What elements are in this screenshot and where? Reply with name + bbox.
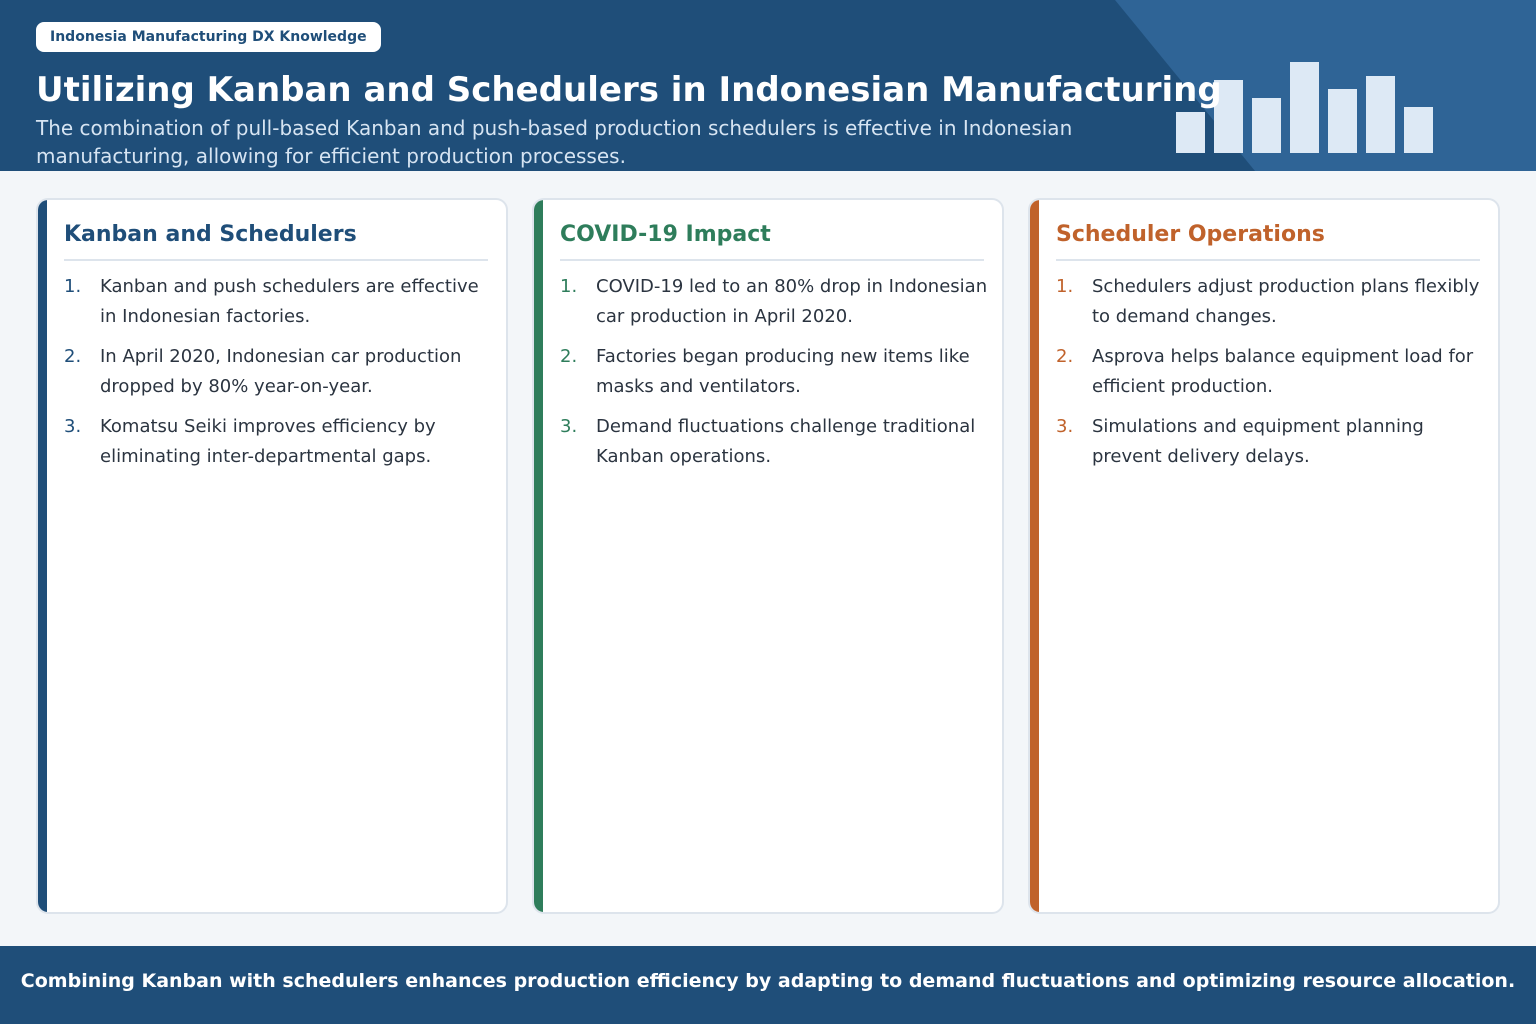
decor-bar xyxy=(1404,107,1433,153)
card-scheduler-operations xyxy=(1028,198,1500,914)
card-title: Kanban and Schedulers xyxy=(64,222,357,247)
list-text: Schedulers adjust production plans flexibly to demand changes. xyxy=(1092,276,1480,327)
card-grid xyxy=(36,198,1500,914)
list-text: Komatsu Seiki improves efficiency by eliminating inter-departmental gaps. xyxy=(100,416,436,467)
list-number: 1. xyxy=(64,276,82,297)
card-list xyxy=(64,272,492,482)
list-text: Kanban and push schedulers are effective in Indonesian factories. xyxy=(100,276,479,327)
list-text: In April 2020, Indonesian car production dropped by 80% year-on-year. xyxy=(100,346,462,397)
list-text: Factories began producing new items like masks and ventilators. xyxy=(596,346,970,397)
list-number: 1. xyxy=(1056,276,1074,297)
page-subtitle: The combination of pull-based Kanban and push-based production schedulers is effective in Indonesian manufacturing, allowing for efficient production processes. xyxy=(36,116,1073,168)
decor-bar xyxy=(1328,89,1357,153)
card-divider xyxy=(560,259,984,261)
decor-bar xyxy=(1290,62,1319,153)
header-banner xyxy=(0,0,1536,171)
card-accent-bar xyxy=(534,200,543,912)
list-number: 2. xyxy=(1056,346,1074,367)
decor-bar xyxy=(1366,76,1395,153)
list-item xyxy=(64,342,492,402)
list-text: Demand fluctuations challenge traditional Kanban operations. xyxy=(596,416,976,467)
list-text: Asprova helps balance equipment load for efficient production. xyxy=(1092,346,1474,397)
list-number: 2. xyxy=(560,346,578,367)
list-number: 1. xyxy=(560,276,578,297)
list-item xyxy=(560,342,988,402)
footer-summary: Combining Kanban with schedulers enhances production efficiency by adapting to demand fluctuations and optimizing resource allocation. xyxy=(20,970,1516,992)
card-covid-19-impact xyxy=(532,198,1004,914)
list-number: 3. xyxy=(1056,416,1074,437)
list-text: Simulations and equipment planning prevent delivery delays. xyxy=(1092,416,1424,467)
list-item xyxy=(1056,412,1484,472)
list-item xyxy=(1056,272,1484,332)
category-badge: Indonesia Manufacturing DX Knowledge xyxy=(36,22,381,52)
footer-banner xyxy=(0,946,1536,1024)
list-item xyxy=(560,272,988,332)
card-divider xyxy=(1056,259,1480,261)
card-kanban-and-schedulers xyxy=(36,198,508,914)
list-item xyxy=(64,272,492,332)
card-list xyxy=(1056,272,1484,482)
decor-bar xyxy=(1176,112,1205,153)
card-accent-bar xyxy=(1030,200,1039,912)
card-accent-bar xyxy=(38,200,47,912)
list-text: COVID-19 led to an 80% drop in Indonesian car production in April 2020. xyxy=(596,276,988,327)
card-divider xyxy=(64,259,488,261)
list-item xyxy=(560,412,988,472)
page-title: Utilizing Kanban and Schedulers in Indonesian Manufacturing xyxy=(36,70,1222,110)
list-number: 3. xyxy=(560,416,578,437)
card-title: Scheduler Operations xyxy=(1056,222,1325,247)
card-list xyxy=(560,272,988,482)
list-number: 3. xyxy=(64,416,82,437)
card-title: COVID-19 Impact xyxy=(560,222,771,247)
decor-bar xyxy=(1252,98,1281,153)
list-item xyxy=(64,412,492,472)
list-number: 2. xyxy=(64,346,82,367)
list-item xyxy=(1056,342,1484,402)
